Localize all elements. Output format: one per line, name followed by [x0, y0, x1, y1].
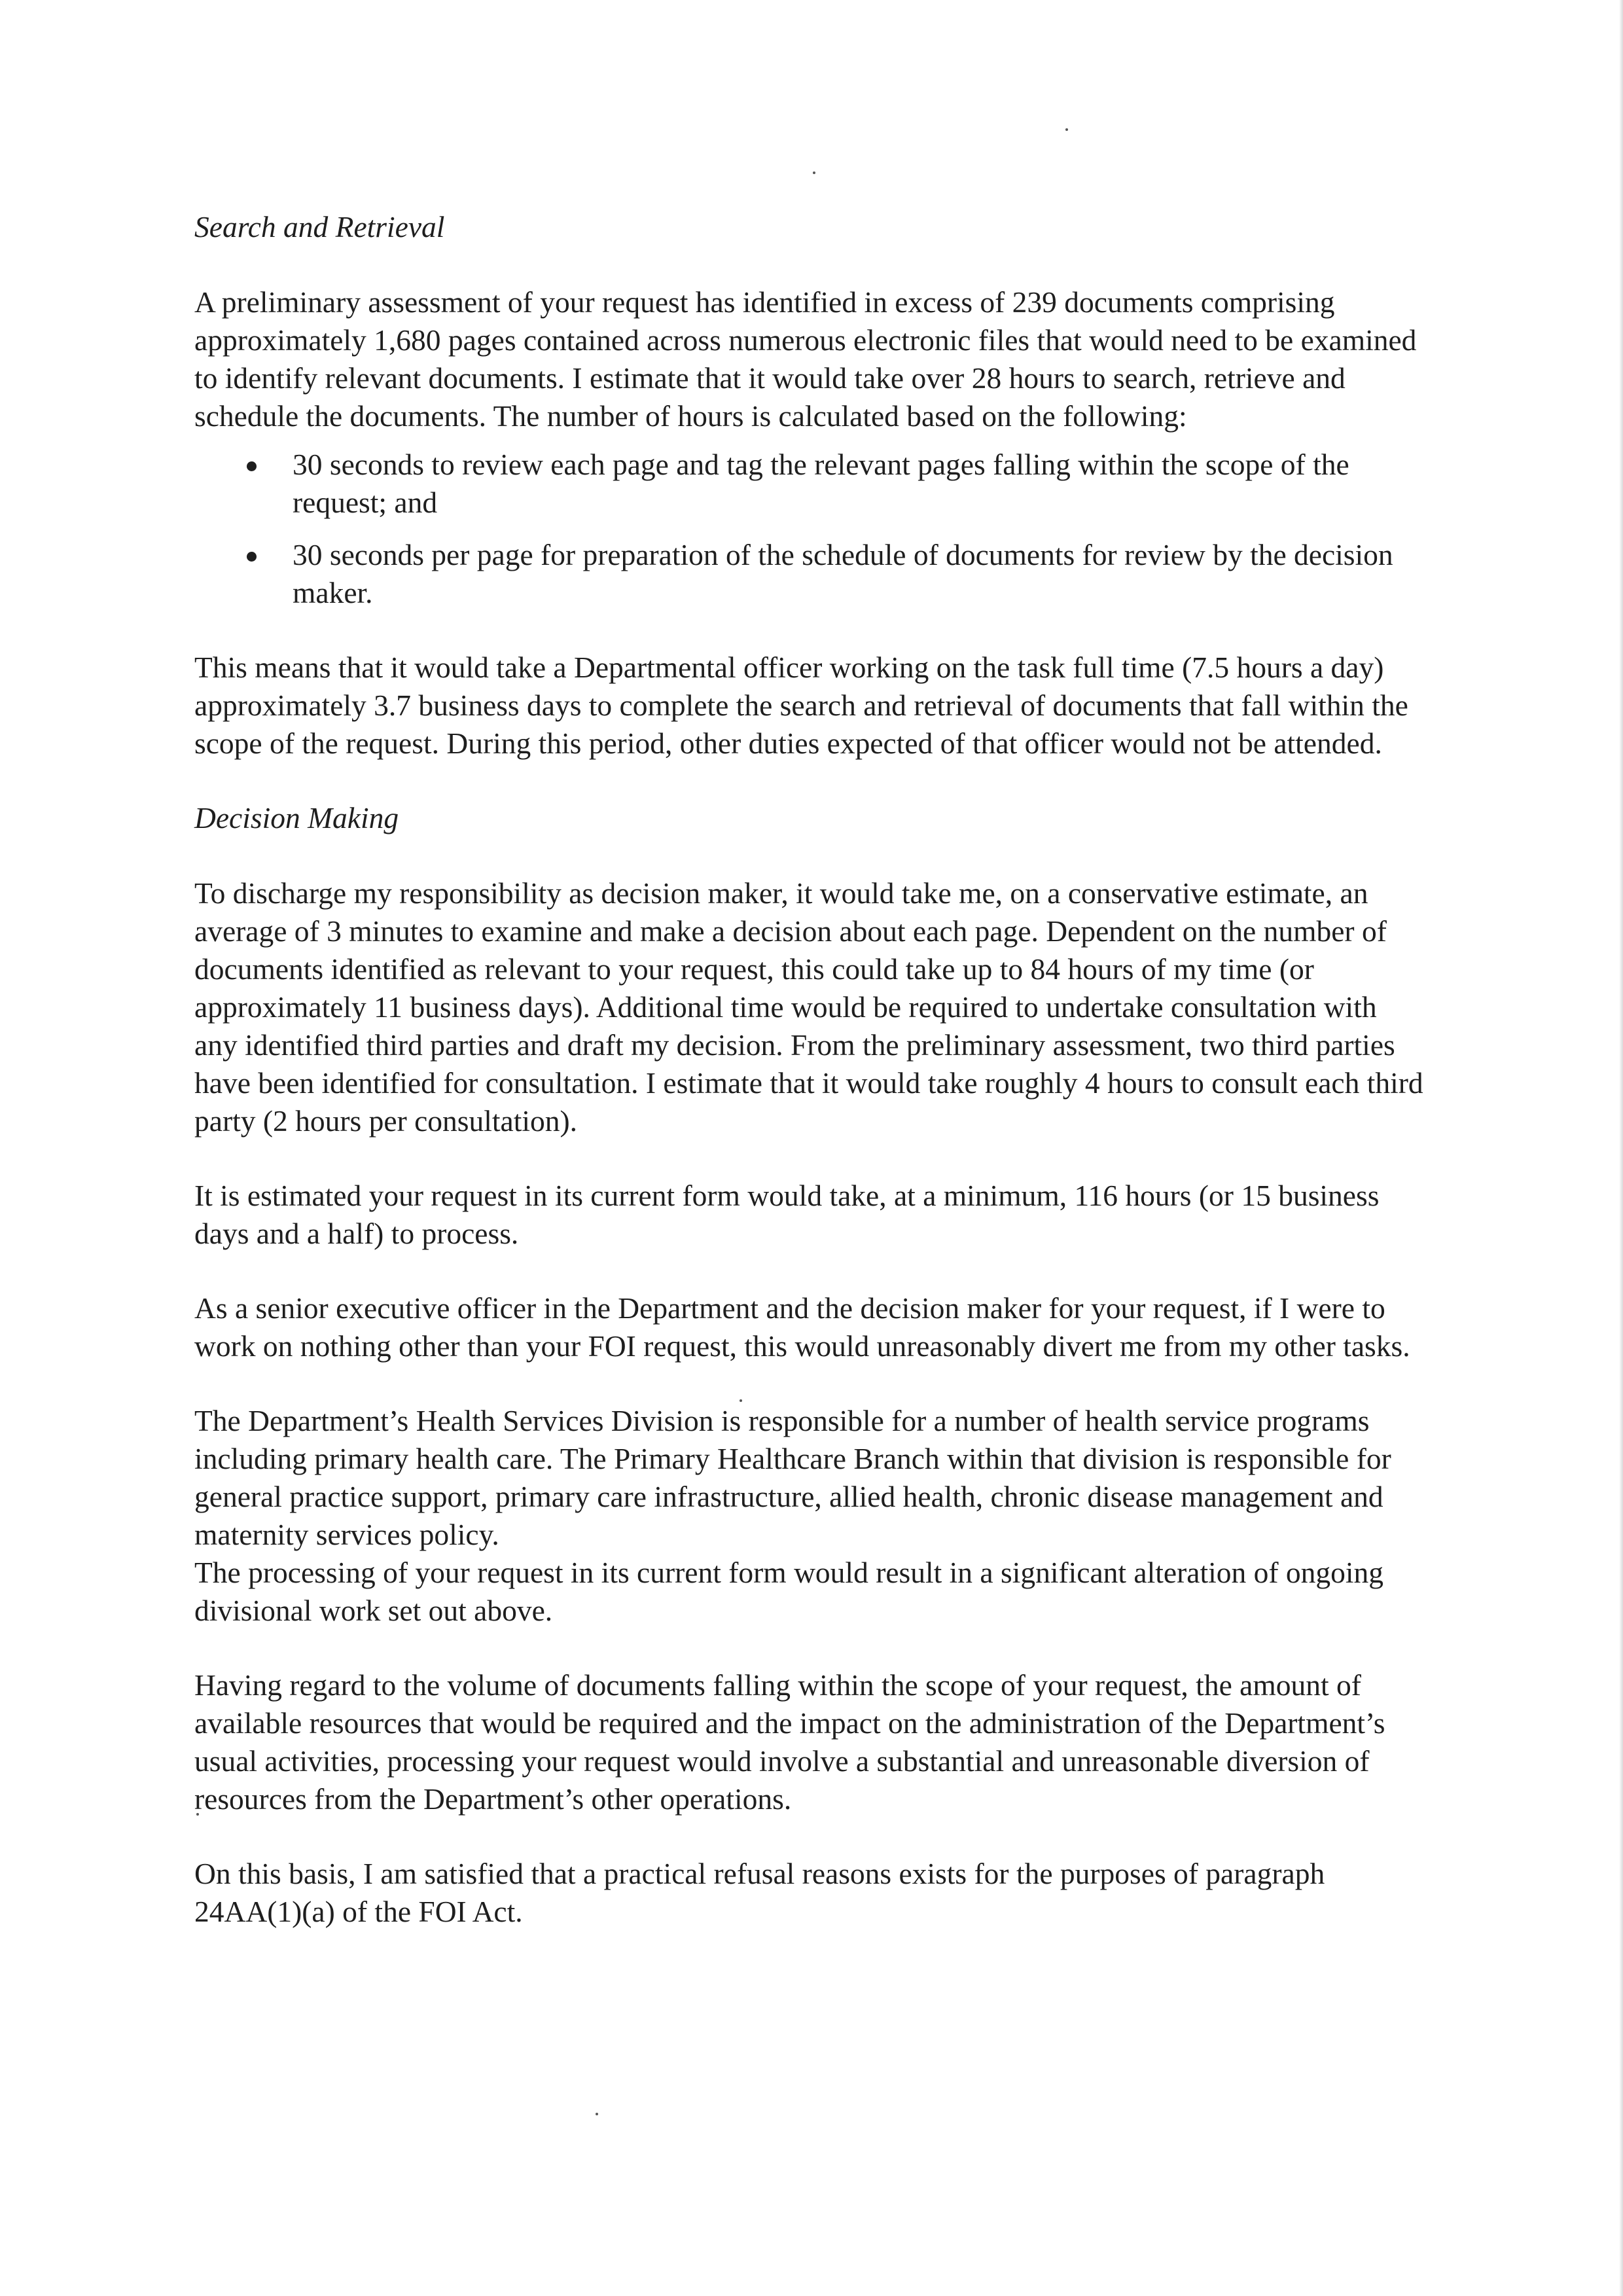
calculation-basis-list: [194, 446, 1425, 612]
bullet-icon: [247, 461, 257, 471]
decision-time-paragraph: To discharge my responsibility as decision maker, it would take me, on a conservative estimate, an average of 3 minutes to examine and make a decision about each page. Dependent on the number of documents identified as relevant to your request, this could take up to 84 hours of my time (or approximately 11 business days). Additional time would be required to undertake consultation with any identified third parties and draft my decision. From the preliminary assessment, two third parties have been identified for consultation. I estimate that it would take roughly 4 hours to consult each third party (2 hours per consultation).: [194, 876, 1423, 1138]
letter-body: [194, 208, 1425, 1967]
list-item-text: 30 seconds per page for preparation of the schedule of documents for review by the decision maker.: [293, 538, 1393, 609]
decision-making-heading: Decision Making: [194, 801, 399, 834]
diversion-paragraph: As a senior executive officer in the Department and the decision maker for your request, if I were to work on nothing other than your FOI request, this would unreasonably divert me from my other tasks.: [194, 1291, 1410, 1363]
bullet-icon: [247, 552, 257, 562]
work-alteration-paragraph: The processing of your request in its current form would result in a significant alteration of ongoing divisional work set out above.: [194, 1556, 1384, 1627]
resource-diversion-paragraph: Having regard to the volume of documents falling within the scope of your request, the amount of available resources that would be required and the impact on the administration of the Department’s usual activities, processing your request would involve a substantial and unreasonable diversion of resources from the Department’s other operations.: [194, 1668, 1385, 1816]
search-retrieval-heading: Search and Retrieval: [194, 210, 445, 243]
division-responsibility-paragraph: The Department’s Health Services Division is responsible for a number of health service programs including primary health care. The Primary Healthcare Branch within that division is responsible for general practice support, primary care infrastructure, allied health, chronic disease management and maternity services policy.: [194, 1404, 1391, 1551]
total-estimate-paragraph: It is estimated your request in its current form would take, at a minimum, 116 hours (or 15 business days and a half) to process.: [194, 1179, 1380, 1250]
search-intro-paragraph: A preliminary assessment of your request has identified in excess of 239 documents comprising approximately 1,680 pages contained across numerous electronic files that would need to be examined to identify relevant documents. I estimate that it would take over 28 hours to search, retrieve and schedule the documents. The number of hours is calculated based on the following:: [194, 285, 1417, 433]
search-conclusion-paragraph: This means that it would take a Departmental officer working on the task full time (7.5 hours a day) approximately 3.7 business days to complete the search and retrieval of documents that fall within the scope of the request. During this period, other duties expected of that officer would not be attended.: [194, 651, 1408, 760]
list-item: [194, 446, 1425, 522]
scan-speck: [1065, 128, 1068, 131]
list-item: [194, 536, 1425, 612]
scan-speck: [596, 2113, 598, 2115]
page-edge: [1619, 0, 1623, 2296]
list-item-text: 30 seconds to review each page and tag the relevant pages falling within the scope of the request; and: [293, 448, 1349, 519]
practical-refusal-paragraph: On this basis, I am satisfied that a practical refusal reasons exists for the purposes of paragraph 24AA(1)(a) of the FOI Act.: [194, 1857, 1325, 1928]
scan-speck: [813, 171, 815, 174]
